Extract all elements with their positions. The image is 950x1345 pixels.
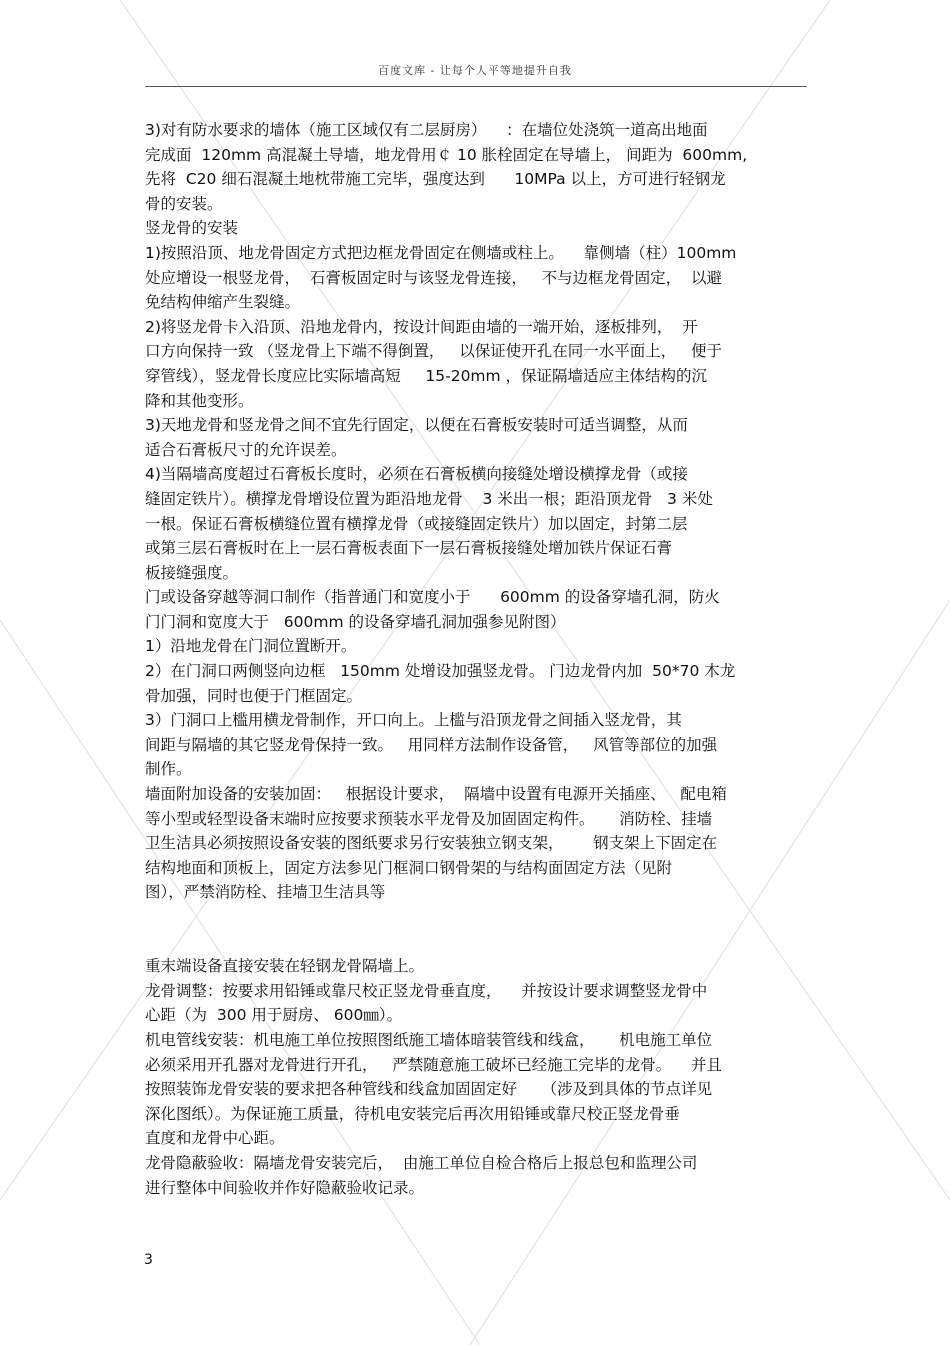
text-line: 等小型或轻型设备末端时应按要求预装水平龙骨及加固固定构件。 消防栓、挂墙 — [145, 809, 713, 828]
text-line: 墙面附加设备的安装加固： 根据设计要求， 隔墙中设置有电源开关插座、 配电箱 — [145, 785, 727, 804]
text-line: 间距与隔墙的其它竖龙骨保持一致。 用同样方法制作设备管， 风管等部位的加强 — [145, 735, 718, 754]
text-line: 3）门洞口上槛用横龙骨制作，开口向上。上槛与沿顶龙骨之间插入竖龙骨，其 — [145, 711, 682, 730]
text-line: 制作。 — [145, 760, 192, 779]
text-line: 降和其他变形。 — [145, 391, 254, 410]
text-line: 深化图纸）。为保证施工质量，待机电安装完后再次用铅锤或靠尺校正竖龙骨垂 — [145, 1104, 680, 1123]
text-line: 龙骨隐蔽验收：隔墙龙骨安装完后， 由施工单位自检合格后上报总包和监理公司 — [145, 1153, 698, 1172]
blank-line — [145, 930, 810, 955]
text-line: 重末端设备直接安装在轻钢龙骨隔墙上。 — [145, 957, 425, 976]
text-line: 完成面 120mm 高混凝土导墙，地龙骨用￠ 10 胀栓固定在导墙上， 间距为 600mm, — [145, 145, 748, 164]
text-line: 心距（为 300 用于厨房、 600㎜）。 — [145, 1006, 403, 1025]
text-line: 板接缝强度。 — [145, 563, 239, 582]
text-line: 免结构伸缩产生裂缝。 — [145, 293, 301, 312]
header-divider — [145, 86, 807, 87]
text-line: 1）沿地龙骨在门洞位置断开。 — [145, 637, 357, 656]
text-line: 结构地面和顶板上，固定方法参见门框洞口钢骨架的与结构面固定方法（见附 — [145, 858, 673, 877]
text-line: 龙骨调整：按要求用铅锤或靠尺校正竖龙骨垂直度， 并按设计要求调整竖龙骨中 — [145, 981, 708, 1000]
text-line: 处应增设一根竖龙骨， 石膏板固定时与该竖龙骨连接， 不与边框龙骨固定， 以避 — [145, 268, 722, 287]
text-block-b — [145, 954, 810, 1200]
text-line: 适合石膏板尺寸的允许误差。 — [145, 440, 347, 459]
text-line: 进行整体中间验收并作好隐蔽验收记录。 — [145, 1178, 425, 1197]
text-line: 缝固定铁片）。横撑龙骨增设位置为距沿地龙骨 3 米出一根；距沿顶龙骨 3 米处 — [145, 489, 713, 508]
text-line: 4)当隔墙高度超过石膏板长度时，必须在石膏板横向接缝处增设横撑龙骨（或接 — [145, 465, 688, 484]
text-line: 或第三层石膏板时在上一层石膏板表面下一层石膏板接缝处增加铁片保证石膏 — [145, 539, 673, 558]
document-body — [145, 118, 810, 1200]
text-line: 口方向保持一致 （竖龙骨上下端不得倒置， 以保证使开孔在同一水平面上， 便于 — [145, 342, 722, 361]
page-number: 3 — [144, 1252, 153, 1268]
text-line: 门门洞和宽度大于 600mm 的设备穿墙孔洞加强参见附图） — [145, 612, 566, 631]
text-line: 一根。保证石膏板横缝位置有横撑龙骨（或接缝固定铁片）加以固定，封第二层 — [145, 514, 688, 533]
text-line: 按照装饰龙骨安装的要求把各种管线和线盒加固固定好 （涉及到具体的节点详见 — [145, 1080, 713, 1099]
text-block-a — [145, 118, 810, 905]
text-line: 先将 C20 细石混凝土地枕带施工完毕，强度达到 10MPa 以上，方可进行轻钢龙 — [145, 170, 726, 189]
text-line: 必须采用开孔器对龙骨进行开孔， 严禁随意施工破坏已经施工完毕的龙骨。 并且 — [145, 1055, 722, 1074]
text-line: 骨加强，同时也便于门框固定。 — [145, 686, 363, 705]
page-header: 百度文库 - 让每个人平等地提升自我 — [378, 64, 572, 77]
text-line: 骨的安装。 — [145, 194, 223, 213]
text-line: 机电管线安装：机电施工单位按照图纸施工墙体暗装管线和线盒， 机电施工单位 — [145, 1030, 713, 1049]
text-line: 门或设备穿越等洞口制作（指普通门和宽度小于 600mm 的设备穿墙孔洞，防火 — [145, 588, 720, 607]
text-line: 3)对有防水要求的墙体（施工区域仅有二层厨房） ：在墙位处浇筑一道高出地面 — [145, 121, 708, 139]
blank-line — [145, 905, 810, 930]
text-line: 3)天地龙骨和竖龙骨之间不宜先行固定，以便在石膏板安装时可适当调整，从而 — [145, 416, 688, 435]
text-line: 竖龙骨的安装 — [145, 219, 239, 238]
text-line: 穿管线），竖龙骨长度应比实际墙高短 15-20mm ，保证隔墙适应主体结构的沉 — [145, 366, 708, 385]
text-line: 2)将竖龙骨卡入沿顶、沿地龙骨内，按设计间距由墙的一端开始，逐板排列， 开 — [145, 317, 698, 336]
text-line: 1)按照沿顶、地龙骨固定方式把边框龙骨固定在侧墙或柱上。 靠侧墙（柱）100mm — [145, 243, 737, 262]
text-line: 图），严禁消防栓、挂墙卫生洁具等 — [145, 883, 386, 902]
text-line: 直度和龙骨中心距。 — [145, 1129, 285, 1148]
text-line: 卫生洁具必须按照设备安装的图纸要求另行安装独立钢支架， 钢支架上下固定在 — [145, 834, 718, 853]
text-line: 2）在门洞口两侧竖向边框 150mm 处增设加强竖龙骨。 门边龙骨内加 50*70 木龙 — [145, 662, 736, 681]
